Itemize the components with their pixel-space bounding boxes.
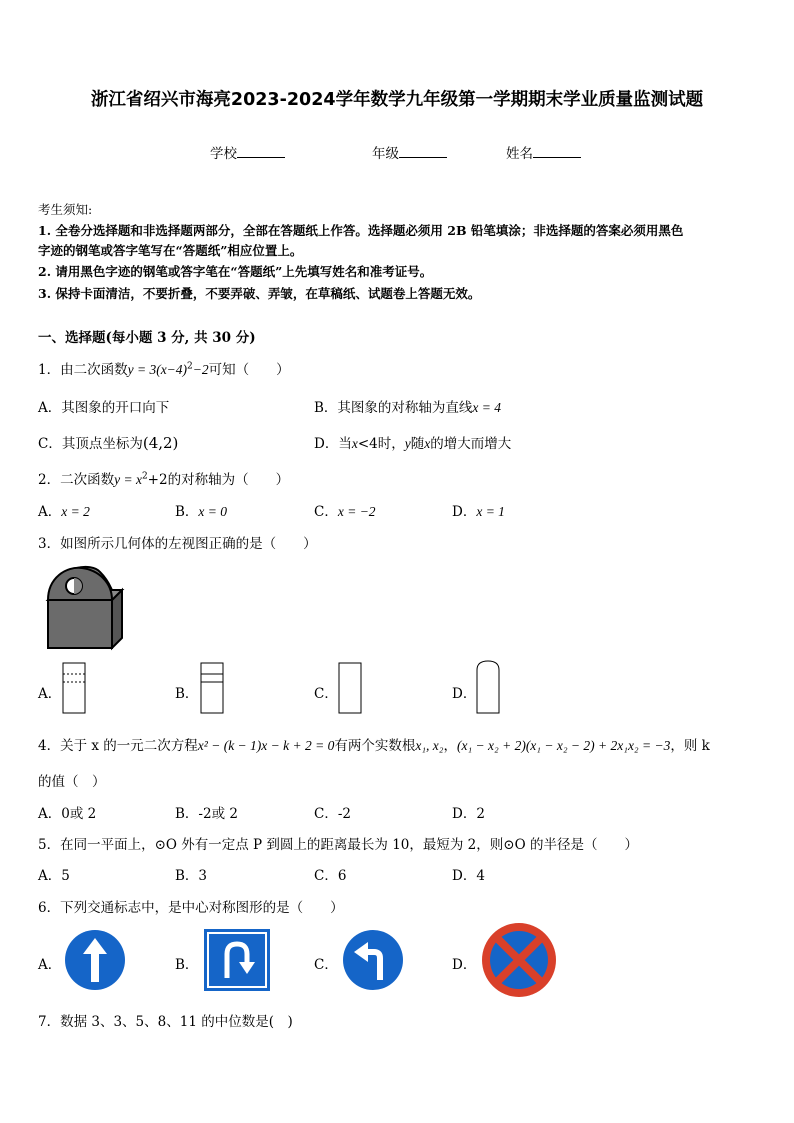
q2-prefix: 2．二次函数: [38, 472, 115, 488]
q4-option-c[interactable]: C．-2: [314, 806, 351, 822]
q1-option-a[interactable]: A．其图象的开口向下: [38, 400, 170, 416]
notice-item-1a: 1. 全卷分选择题和非选择题两部分，全部在答题纸上作答。选择题必须用 2B 铅笔填涂；非选择题的答案必须用黑色: [38, 223, 684, 238]
q4-cond: (x₁ − x₂ + 2)(x₁ − x₂ − 2) + 2x₁x₂ = −3: [456, 738, 671, 753]
q1-b-text: B．其图象的对称轴为直线: [314, 400, 473, 416]
q3-figure-c: [338, 662, 362, 714]
q2-b-label: B．: [175, 504, 199, 520]
q5-option-a[interactable]: A．5: [38, 868, 70, 884]
grade-field[interactable]: [372, 142, 447, 162]
q2-option-c[interactable]: [314, 500, 376, 520]
q3-option-c[interactable]: C．: [314, 686, 338, 702]
q1-tail: −2: [192, 362, 209, 377]
q2-exp: 2: [141, 471, 148, 482]
q4-end: ，则 k: [670, 738, 710, 754]
q1-option-c[interactable]: [38, 432, 178, 452]
q1-option-b[interactable]: [314, 396, 501, 416]
question-4-line2: 的值（ ）: [38, 774, 106, 790]
q1-option-d[interactable]: [314, 432, 511, 452]
section-heading: 一、选择题(每小题 3 分, 共 30 分): [38, 330, 256, 346]
q1-c-math: (4,2): [142, 434, 179, 452]
question-1: [38, 358, 290, 378]
q4-option-d[interactable]: D．2: [452, 806, 485, 822]
q1-d-pre: D．当: [314, 436, 352, 452]
q1-formula: y = 3(x−4): [127, 362, 188, 377]
q3-option-d[interactable]: D．: [452, 686, 477, 702]
q1-d-mid2: 随: [410, 436, 425, 452]
notice-item-2: 2. 请用黑色字迹的钢笔或答字笔在“答题纸”上先填写姓名和准考证号。: [38, 264, 433, 279]
question-5: 5．在同一平面上，⊙O 外有一定点 P 到圆上的距离最长为 10，最短为 2，则⊙O 的半径是（ ）: [38, 837, 638, 853]
q3-option-a[interactable]: A．: [38, 686, 62, 702]
q2-tail: +2: [147, 472, 168, 488]
q1-prefix: 1．由二次函数: [38, 362, 128, 378]
q3-option-b[interactable]: B．: [175, 686, 199, 702]
notice-heading: 考生须知:: [38, 202, 93, 217]
q2-b-math: x = 0: [198, 504, 228, 519]
u-turn-sign-icon: [203, 928, 271, 992]
q2-option-b[interactable]: [175, 500, 227, 520]
q1-d-mid1: <4时，: [357, 436, 405, 452]
school-field[interactable]: [210, 142, 285, 162]
q6-option-c[interactable]: C．: [314, 957, 338, 973]
straight-arrow-sign-icon: [62, 928, 128, 992]
q2-a-label: A．: [38, 504, 62, 520]
no-stopping-sign-icon: [478, 922, 560, 998]
q2-d-label: D．: [452, 504, 477, 520]
q2-c-math: x = −2: [337, 504, 376, 519]
q2-option-a[interactable]: [38, 500, 90, 520]
question-6: 6．下列交通标志中，是中心对称图形的是（ ）: [38, 900, 344, 916]
q1-d-end: 的增大而增大: [430, 436, 512, 452]
name-field[interactable]: [506, 142, 581, 162]
q2-suffix: 的对称轴为（ ）: [167, 472, 290, 488]
q3-figure-a: [62, 662, 86, 714]
q1-d-math3: x: [424, 436, 431, 451]
q2-c-label: C．: [314, 504, 338, 520]
question-7: 7．数据 3、3、5、8、11 的中位数是( ): [38, 1014, 293, 1030]
q1-suffix: 可知（ ）: [208, 362, 290, 378]
school-label: 学校: [210, 146, 237, 162]
grade-label: 年级: [372, 146, 399, 162]
q4-roots: x₁, x₂: [415, 738, 444, 753]
q1-c-text: C．其顶点坐标为: [38, 436, 143, 452]
notice-item-1b: 字迹的钢笔或答字笔写在“答题纸”相应位置上。: [38, 243, 303, 258]
q2-formula: y = x: [114, 472, 142, 487]
left-turn-sign-icon: [340, 928, 406, 992]
question-4: 4．关于 x 的一元二次方程x² − (k − 1)x − k + 2 = 0有两个实数根x₁, x₂，(x₁ − x₂ + 2)(x₁ − x₂ − 2) + 2x₁x₂ = −3，则 k: [38, 738, 710, 754]
q2-option-d[interactable]: [452, 500, 505, 520]
notice-item-3: 3. 保持卡面清洁，不要折叠，不要弄破、弄皱，在草稿纸、试题卷上答题无效。: [38, 286, 481, 301]
q1-exp: 2: [187, 361, 193, 372]
q5-option-b[interactable]: B．3: [175, 868, 208, 884]
solid-figure: [38, 560, 128, 652]
q3-figure-b: [200, 662, 224, 714]
q1-b-math: x = 4: [472, 400, 502, 415]
q5-option-d[interactable]: D．4: [452, 868, 485, 884]
q4-option-a[interactable]: A．0或 2: [38, 806, 97, 822]
q2-d-math: x = 1: [476, 504, 505, 519]
q4-eq: x² − (k − 1)x − k + 2 = 0: [197, 738, 335, 753]
q1-d-math2: y: [404, 436, 411, 451]
q4-mid: 有两个实数根: [334, 738, 416, 754]
name-label: 姓名: [506, 146, 533, 162]
page-title: 浙江省绍兴市海亮2023-2024学年数学九年级第一学期期末学业质量监测试题: [90, 90, 704, 110]
q3-figure-d: [476, 660, 500, 714]
q6-option-b[interactable]: B．: [175, 957, 199, 973]
question-2: [38, 468, 289, 488]
q4-option-b[interactable]: B．-2或 2: [175, 806, 238, 822]
q1-d-math1: x: [351, 436, 358, 451]
q6-option-a[interactable]: A．: [38, 957, 62, 973]
q4-prefix: 4．关于 x 的一元二次方程: [38, 738, 198, 754]
q2-a-math: x = 2: [61, 504, 90, 519]
question-3: 3．如图所示几何体的左视图正确的是（ ）: [38, 536, 317, 552]
q6-option-d[interactable]: D．: [452, 957, 477, 973]
q5-option-c[interactable]: C．6: [314, 868, 347, 884]
